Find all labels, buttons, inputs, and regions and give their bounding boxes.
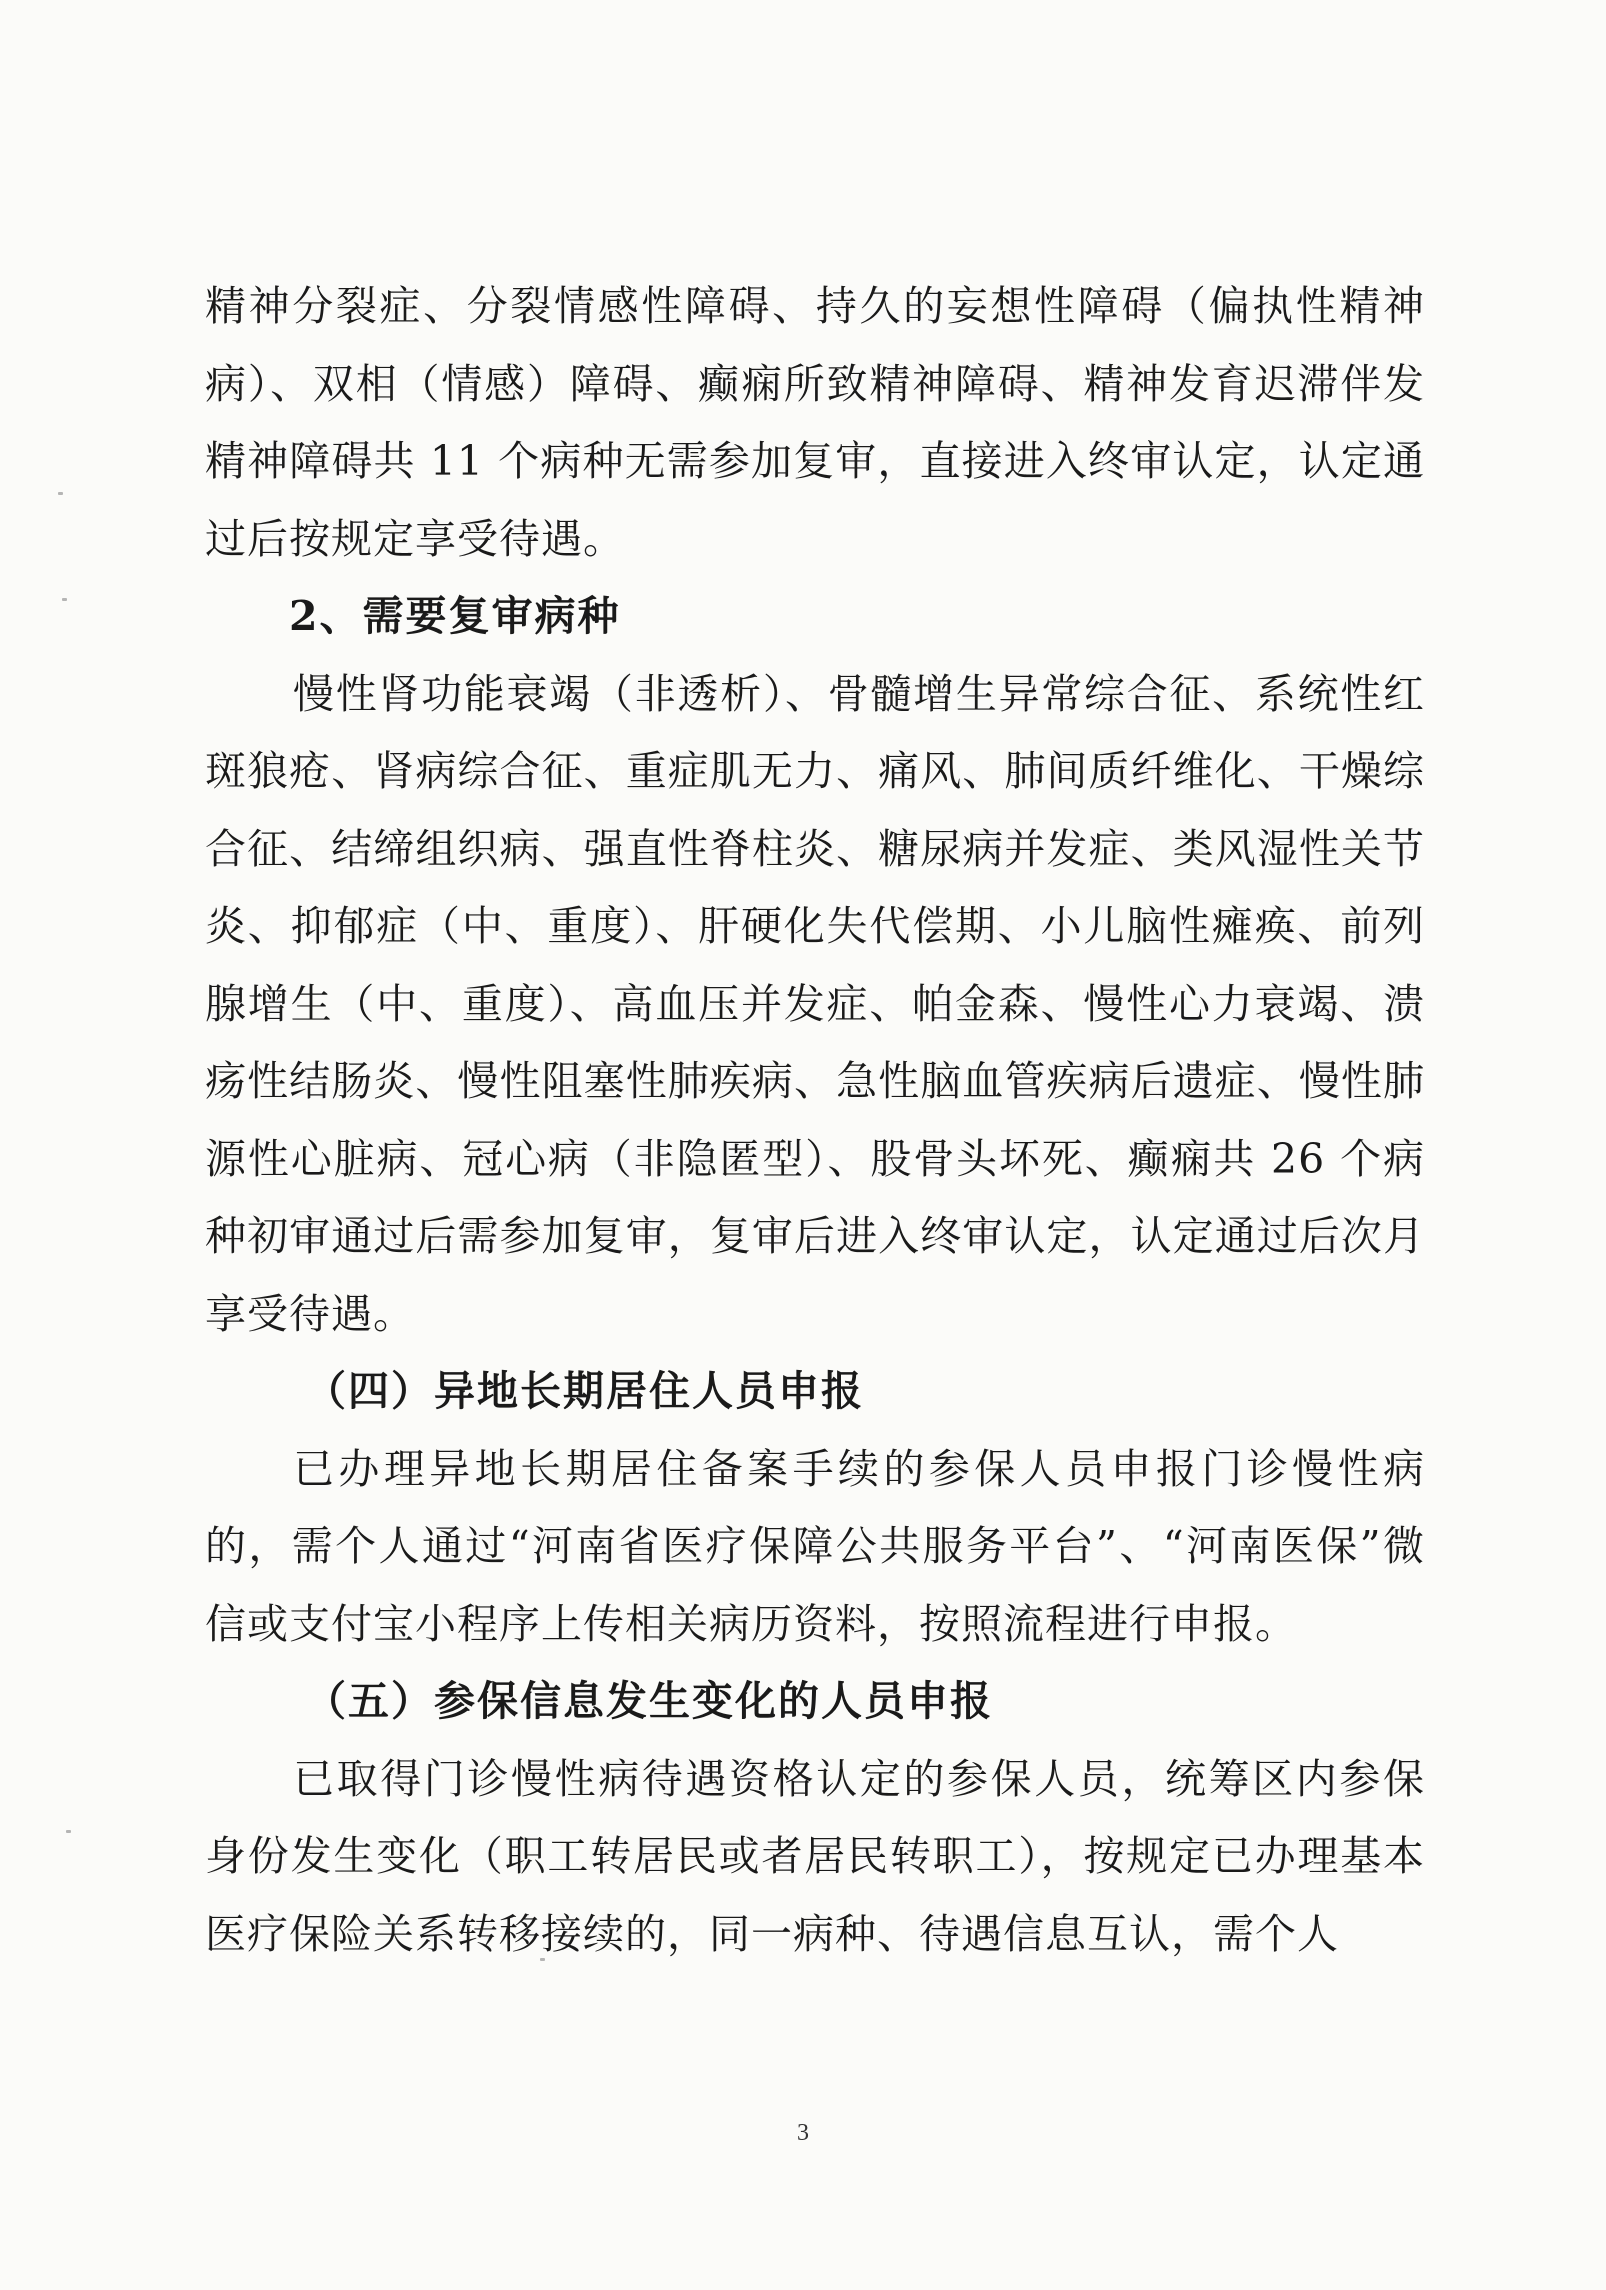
heading-remote-residents: （四）异地长期居住人员申报 bbox=[305, 1367, 864, 1415]
page-number: 3 bbox=[797, 2120, 809, 2146]
heading-review-required-diseases: 2、需要复审病种 bbox=[289, 592, 621, 640]
scan-speck bbox=[66, 1830, 71, 1833]
scan-speck bbox=[58, 492, 63, 495]
paragraph-insurance-info-change: 已取得门诊慢性病待遇资格认定的参保人员，统筹区内参保身份发生变化（职工转居民或者居民转职工），按规定已办理基本医疗保险关系转移接续的，同一病种、待遇信息互认，需个人 bbox=[205, 1754, 1425, 1958]
paragraph-eleven-diseases: 精神分裂症、分裂情感性障碍、持久的妄想性障碍（偏执性精神病）、双相（情感）障碍、癫痫所致精神障碍、精神发育迟滞伴发精神障碍共 11 个病种无需参加复审，直接进入终审认定，认定通过后按规定享受待遇。 bbox=[205, 282, 1425, 563]
paragraph-remote-residents: 已办理异地长期居住备案手续的参保人员申报门诊慢性病的，需个人通过“河南省医疗保障公共服务平台”、“河南医保”微信或支付宝小程序上传相关病历资料，按照流程进行申报。 bbox=[205, 1444, 1425, 1648]
document-body bbox=[205, 268, 1425, 1973]
scan-speck bbox=[62, 598, 67, 601]
heading-insurance-info-change: （五）参保信息发生变化的人员申报 bbox=[305, 1677, 993, 1725]
paragraph-twenty-six-diseases: 慢性肾功能衰竭（非透析）、骨髓增生异常综合征、系统性红斑狼疮、肾病综合征、重症肌无力、痛风、肺间质纤维化、干燥综合征、结缔组织病、强直性脊柱炎、糖尿病并发症、类风湿性关节炎、抑郁症（中、重度）、肝硬化失代偿期、小儿脑性瘫痪、前列腺增生（中、重度）、高血压并发症、帕金森、慢性心力衰竭、溃疡性结肠炎、慢性阻塞性肺疾病、急性脑血管疾病后遗症、慢性肺源性心脏病、冠心病（非隐匿型）、股骨头坏死、癫痫共 26 个病种初审通过后需参加复审，复审后进入终审认定，认定通过后次月享受待遇。 bbox=[205, 669, 1425, 1338]
